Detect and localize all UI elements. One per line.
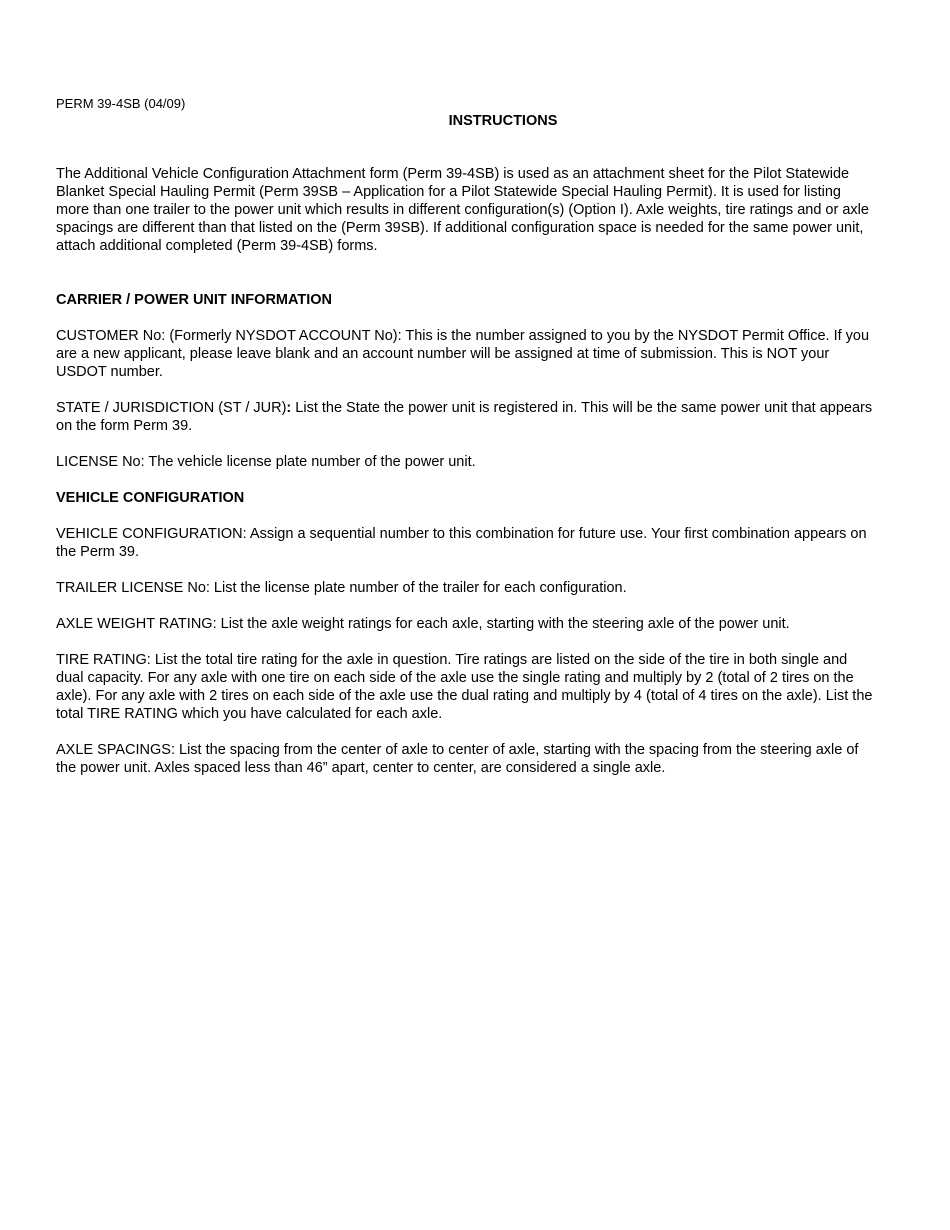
trailer-license-paragraph: TRAILER LICENSE No: List the license plate number of the trailer for each configuration.: [56, 580, 627, 596]
license-no-paragraph: LICENSE No: The vehicle license plate number of the power unit.: [56, 454, 476, 470]
tire-rating-paragraph: TIRE RATING: List the total tire rating for the axle in question. Tire ratings are listed on the side of the tire in both single and dual capacity. For any axle with one tire on each side of the axle use the single rating and multiply by 2 (total of 2 tires on the axle). For any axle with 2 tires on each side of the axle use the dual rating and multiply by 4 (total of 4 tires on the axle). List the total TIRE RATING which you have calculated for each axle.: [56, 652, 873, 722]
carrier-section-heading: CARRIER / POWER UNIT INFORMATION: [56, 292, 333, 308]
document-body: [56, 165, 874, 795]
axle-weight-paragraph: AXLE WEIGHT RATING: List the axle weight ratings for each axle, starting with the steering axle of the power unit.: [56, 616, 790, 632]
customer-no-paragraph: CUSTOMER No: (Formerly NYSDOT ACCOUNT No): This is the number assigned to you by the NYSDOT Permit Office. If you are a new applicant, please leave blank and an account number will be assigned at time of submission. This is NOT your USDOT number.: [56, 328, 870, 380]
state-colon: :: [286, 400, 292, 416]
vehicle-config-paragraph: VEHICLE CONFIGURATION: Assign a sequential number to this combination for future use. Your first combination appears on the Perm 39.: [56, 526, 867, 560]
intro-paragraph: The Additional Vehicle Configuration Attachment form (Perm 39-4SB) is used as an attachment sheet for the Pilot Statewide Blanket Special Hauling Permit (Perm 39SB – Application for a Pilot Statewide Special Hauling Permit). It is used for listing more than one trailer to the power unit which results in different configuration(s) (Option I). Axle weights, tire ratings and or axle spacings are different than that listed on the (Perm 39SB). If additional configuration space is needed for the same power unit, attach additional completed (Perm 39-4SB) forms.: [56, 166, 869, 254]
axle-spacings-paragraph: AXLE SPACINGS: List the spacing from the center of axle to center of axle, starting with the spacing from the steering axle of the power unit. Axles spaced less than 46” apart, center to center, are considered a single axle.: [56, 742, 859, 776]
form-id: PERM 39-4SB (04/09): [56, 96, 186, 111]
state-label: STATE / JURISDICTION (ST / JUR): [56, 400, 287, 416]
vehicle-section-heading: VEHICLE CONFIGURATION: [56, 490, 245, 506]
state-text: List the State the power unit is registered in. This will be the same power unit that appears on the form Perm 39.: [56, 400, 873, 434]
state-jurisdiction-paragraph: [56, 399, 874, 435]
page-title: INSTRUCTIONS: [448, 113, 558, 129]
